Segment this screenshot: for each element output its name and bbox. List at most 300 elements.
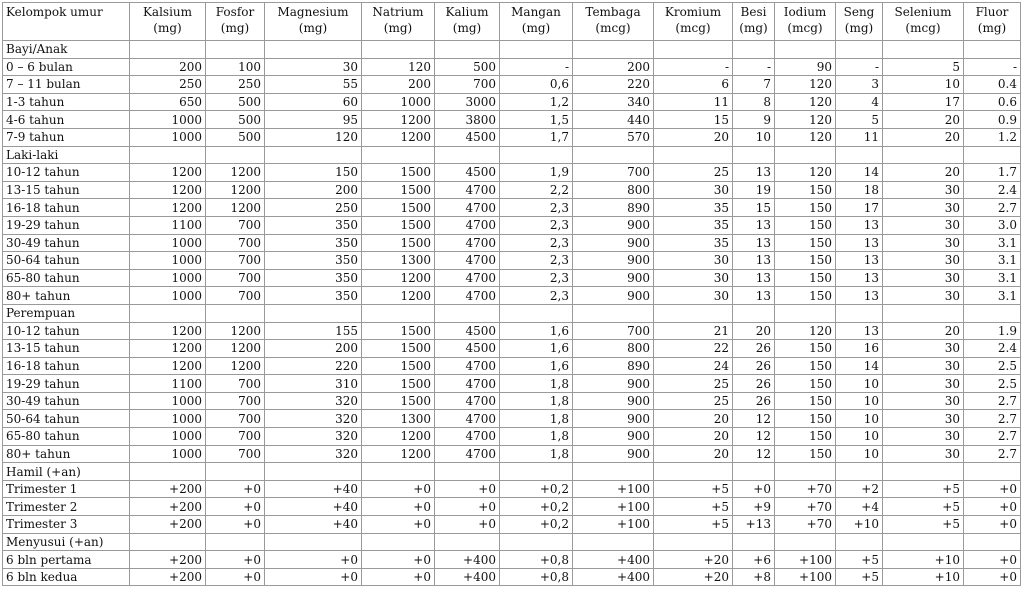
empty-cell [775, 304, 836, 322]
value-cell: 120 [775, 128, 836, 146]
empty-cell [883, 304, 964, 322]
value-cell: 350 [265, 287, 362, 305]
value-cell: 1000 [130, 428, 206, 446]
value-cell: 1200 [206, 181, 265, 199]
table-row [3, 287, 1021, 305]
empty-cell [362, 304, 435, 322]
value-cell: 150 [775, 375, 836, 393]
value-cell: 0.6 [964, 93, 1021, 111]
value-cell: 900 [573, 428, 654, 446]
value-cell: 1500 [362, 216, 435, 234]
empty-cell [654, 304, 733, 322]
value-cell: 150 [775, 340, 836, 358]
age-group-cell: 13-15 tahun [3, 340, 130, 358]
table-row [3, 58, 1021, 76]
column-header-unit: (mg) [153, 21, 182, 35]
value-cell: 30 [654, 181, 733, 199]
value-cell: 13 [836, 322, 883, 340]
empty-cell [206, 41, 265, 59]
column-header-name: Fluor [975, 5, 1009, 19]
value-cell: 200 [265, 340, 362, 358]
column-header-unit: (mcg) [675, 21, 711, 35]
value-cell: +10 [883, 551, 964, 569]
value-cell: 20 [654, 410, 733, 428]
value-cell: 150 [775, 234, 836, 252]
empty-cell [654, 463, 733, 481]
column-header [964, 3, 1021, 41]
value-cell: +100 [775, 551, 836, 569]
empty-cell [654, 146, 733, 164]
value-cell: 1500 [362, 340, 435, 358]
empty-cell [362, 41, 435, 59]
value-cell: 700 [206, 392, 265, 410]
age-group-cell: 19-29 tahun [3, 216, 130, 234]
value-cell: 150 [775, 392, 836, 410]
value-cell: 13 [836, 287, 883, 305]
value-cell: 30 [883, 410, 964, 428]
value-cell: 30 [883, 287, 964, 305]
value-cell: 22 [654, 340, 733, 358]
empty-cell [964, 41, 1021, 59]
column-header-unit: (mcg) [905, 21, 941, 35]
value-cell: 20 [654, 445, 733, 463]
value-cell: 2,3 [500, 252, 573, 270]
value-cell: 1.2 [964, 128, 1021, 146]
value-cell: 4700 [435, 445, 500, 463]
age-group-cell: 50-64 tahun [3, 410, 130, 428]
table-row [3, 551, 1021, 569]
value-cell: 1200 [130, 164, 206, 182]
empty-cell [654, 533, 733, 551]
value-cell: +400 [435, 568, 500, 586]
value-cell: 1200 [362, 269, 435, 287]
age-group-cell: 16-18 tahun [3, 199, 130, 217]
value-cell: 3 [836, 76, 883, 94]
value-cell: +0 [362, 516, 435, 534]
value-cell: 1000 [130, 234, 206, 252]
value-cell: 1,8 [500, 445, 573, 463]
section-row [3, 41, 1021, 59]
value-cell: 890 [573, 199, 654, 217]
age-group-cell: 4-6 tahun [3, 111, 130, 129]
value-cell: - [964, 58, 1021, 76]
value-cell: 220 [573, 76, 654, 94]
value-cell: 9 [733, 111, 775, 129]
empty-cell [435, 304, 500, 322]
value-cell: 1200 [130, 322, 206, 340]
value-cell: 1000 [130, 287, 206, 305]
value-cell: 30 [654, 269, 733, 287]
value-cell: +200 [130, 516, 206, 534]
value-cell: 150 [775, 269, 836, 287]
column-header [573, 3, 654, 41]
value-cell: 4700 [435, 375, 500, 393]
value-cell: +100 [573, 480, 654, 498]
value-cell: 20 [883, 111, 964, 129]
empty-cell [500, 533, 573, 551]
column-header-name: Tembaga [585, 5, 641, 19]
value-cell: 0.4 [964, 76, 1021, 94]
value-cell: 30 [883, 199, 964, 217]
value-cell: 1300 [362, 410, 435, 428]
value-cell: 1,2 [500, 93, 573, 111]
value-cell: +200 [130, 551, 206, 569]
column-header-name: Kelompok umur [6, 5, 103, 19]
value-cell: 900 [573, 392, 654, 410]
column-header-name: Besi [740, 5, 767, 19]
section-row [3, 463, 1021, 481]
value-cell: 1.7 [964, 164, 1021, 182]
age-group-cell: 30-49 tahun [3, 392, 130, 410]
column-header-name: Iodium [783, 5, 827, 19]
age-group-cell: 80+ tahun [3, 445, 130, 463]
column-header-name: Mangan [511, 5, 561, 19]
value-cell: 1500 [362, 181, 435, 199]
value-cell: 150 [775, 252, 836, 270]
value-cell: 700 [206, 269, 265, 287]
value-cell: 1,8 [500, 392, 573, 410]
value-cell: 900 [573, 234, 654, 252]
value-cell: 250 [265, 199, 362, 217]
value-cell: 20 [733, 322, 775, 340]
value-cell: +5 [836, 568, 883, 586]
age-group-cell: 19-29 tahun [3, 375, 130, 393]
value-cell: 1,5 [500, 111, 573, 129]
age-group-cell: Trimester 2 [3, 498, 130, 516]
value-cell: 1,8 [500, 428, 573, 446]
value-cell: 650 [130, 93, 206, 111]
value-cell: 2,3 [500, 216, 573, 234]
value-cell: 13 [733, 287, 775, 305]
value-cell: 1500 [362, 234, 435, 252]
value-cell: +400 [573, 568, 654, 586]
value-cell: - [500, 58, 573, 76]
column-header-unit: (mg) [452, 21, 482, 35]
empty-cell [883, 463, 964, 481]
value-cell: 320 [265, 428, 362, 446]
empty-cell [775, 41, 836, 59]
value-cell: 13 [836, 216, 883, 234]
empty-cell [130, 463, 206, 481]
empty-cell [206, 146, 265, 164]
column-header [883, 3, 964, 41]
value-cell: 320 [265, 410, 362, 428]
value-cell: 12 [733, 445, 775, 463]
value-cell: 1,6 [500, 322, 573, 340]
value-cell: +0 [206, 516, 265, 534]
value-cell: 21 [654, 322, 733, 340]
value-cell: 200 [130, 58, 206, 76]
value-cell: +5 [883, 480, 964, 498]
value-cell: +0 [362, 480, 435, 498]
value-cell: +100 [573, 516, 654, 534]
empty-cell [573, 304, 654, 322]
value-cell: +0 [733, 480, 775, 498]
value-cell: 13 [836, 234, 883, 252]
value-cell: +0 [435, 498, 500, 516]
value-cell: 16 [836, 340, 883, 358]
value-cell: 2,3 [500, 199, 573, 217]
value-cell: 700 [206, 252, 265, 270]
value-cell: 120 [775, 76, 836, 94]
table-row [3, 445, 1021, 463]
value-cell: 700 [206, 428, 265, 446]
empty-cell [500, 304, 573, 322]
empty-cell [265, 463, 362, 481]
column-header-name: Selenium [894, 5, 952, 19]
column-header-name: Magnesium [277, 5, 349, 19]
value-cell: 24 [654, 357, 733, 375]
value-cell: 1200 [206, 199, 265, 217]
value-cell: 20 [654, 428, 733, 446]
age-group-cell: 65-80 tahun [3, 428, 130, 446]
value-cell: 4700 [435, 252, 500, 270]
value-cell: 1100 [130, 375, 206, 393]
empty-cell [130, 146, 206, 164]
value-cell: 30 [265, 58, 362, 76]
value-cell: 3.1 [964, 234, 1021, 252]
value-cell: 10 [836, 375, 883, 393]
empty-cell [775, 533, 836, 551]
column-header-name: Natrium [372, 5, 424, 19]
value-cell: +0,2 [500, 480, 573, 498]
value-cell: +200 [130, 498, 206, 516]
age-group-cell: 16-18 tahun [3, 357, 130, 375]
age-group-cell: 0 – 6 bulan [3, 58, 130, 76]
value-cell: 10 [733, 128, 775, 146]
value-cell: 900 [573, 252, 654, 270]
value-cell: 1,7 [500, 128, 573, 146]
table-row [3, 252, 1021, 270]
table-row [3, 76, 1021, 94]
value-cell: 60 [265, 93, 362, 111]
value-cell: +0 [206, 480, 265, 498]
value-cell: 200 [573, 58, 654, 76]
table-row [3, 340, 1021, 358]
empty-cell [654, 41, 733, 59]
table-body [3, 41, 1021, 586]
empty-cell [265, 304, 362, 322]
value-cell: 340 [573, 93, 654, 111]
value-cell: 150 [775, 357, 836, 375]
value-cell: 3.1 [964, 287, 1021, 305]
value-cell: 1000 [130, 252, 206, 270]
value-cell: 700 [206, 445, 265, 463]
empty-cell [733, 533, 775, 551]
value-cell: +5 [883, 516, 964, 534]
value-cell: 900 [573, 269, 654, 287]
value-cell: 150 [775, 410, 836, 428]
value-cell: 30 [883, 252, 964, 270]
value-cell: 1500 [362, 375, 435, 393]
value-cell: 320 [265, 445, 362, 463]
value-cell: 20 [654, 128, 733, 146]
value-cell: 500 [206, 93, 265, 111]
age-group-cell: 1-3 tahun [3, 93, 130, 111]
value-cell: 1500 [362, 164, 435, 182]
value-cell: 2.7 [964, 410, 1021, 428]
value-cell: 30 [883, 181, 964, 199]
value-cell: 220 [265, 357, 362, 375]
value-cell: 10 [836, 445, 883, 463]
empty-cell [435, 463, 500, 481]
value-cell: +0 [435, 516, 500, 534]
empty-cell [775, 146, 836, 164]
value-cell: 150 [775, 181, 836, 199]
column-header-name: Kalium [445, 5, 489, 19]
empty-cell [836, 146, 883, 164]
value-cell: 5 [836, 111, 883, 129]
value-cell: 35 [654, 199, 733, 217]
value-cell: 1100 [130, 216, 206, 234]
value-cell: 900 [573, 410, 654, 428]
value-cell: 1500 [362, 357, 435, 375]
value-cell: 1200 [206, 357, 265, 375]
value-cell: +4 [836, 498, 883, 516]
value-cell: 1200 [130, 199, 206, 217]
value-cell: 15 [654, 111, 733, 129]
section-row [3, 533, 1021, 551]
value-cell: 700 [573, 322, 654, 340]
value-cell: 13 [836, 252, 883, 270]
value-cell: 350 [265, 252, 362, 270]
empty-cell [733, 304, 775, 322]
value-cell: - [654, 58, 733, 76]
empty-cell [500, 463, 573, 481]
value-cell: +40 [265, 516, 362, 534]
value-cell: 25 [654, 375, 733, 393]
value-cell: 500 [206, 111, 265, 129]
value-cell: 3.1 [964, 252, 1021, 270]
empty-cell [573, 41, 654, 59]
value-cell: 10 [836, 428, 883, 446]
table-row [3, 410, 1021, 428]
column-header [435, 3, 500, 41]
value-cell: 2.4 [964, 181, 1021, 199]
value-cell: +40 [265, 480, 362, 498]
value-cell: 120 [362, 58, 435, 76]
value-cell: 5 [883, 58, 964, 76]
value-cell: 1000 [130, 269, 206, 287]
value-cell: 2.7 [964, 199, 1021, 217]
column-header [130, 3, 206, 41]
value-cell: 11 [836, 128, 883, 146]
table-row [3, 269, 1021, 287]
table-row [3, 357, 1021, 375]
value-cell: +200 [130, 480, 206, 498]
value-cell: +0,2 [500, 498, 573, 516]
column-header [836, 3, 883, 41]
column-header [733, 3, 775, 41]
value-cell: 13 [733, 269, 775, 287]
empty-cell [733, 463, 775, 481]
section-row [3, 304, 1021, 322]
value-cell: 800 [573, 340, 654, 358]
value-cell: 3000 [435, 93, 500, 111]
value-cell: 1300 [362, 252, 435, 270]
value-cell: 150 [775, 199, 836, 217]
value-cell: 35 [654, 216, 733, 234]
value-cell: 2,3 [500, 287, 573, 305]
value-cell: 120 [775, 322, 836, 340]
value-cell: +0 [362, 498, 435, 516]
value-cell: 1500 [362, 322, 435, 340]
value-cell: 100 [206, 58, 265, 76]
value-cell: +5 [654, 498, 733, 516]
value-cell: 1,8 [500, 410, 573, 428]
value-cell: 13 [733, 234, 775, 252]
value-cell: 10 [883, 76, 964, 94]
value-cell: 30 [654, 287, 733, 305]
value-cell: +6 [733, 551, 775, 569]
value-cell: 30 [883, 340, 964, 358]
value-cell: 800 [573, 181, 654, 199]
value-cell: 2.7 [964, 445, 1021, 463]
empty-cell [964, 304, 1021, 322]
value-cell: 150 [775, 216, 836, 234]
value-cell: +100 [573, 498, 654, 516]
column-header-unit: (mg) [739, 21, 768, 35]
value-cell: 1200 [362, 428, 435, 446]
value-cell: 900 [573, 445, 654, 463]
value-cell: +0 [964, 516, 1021, 534]
empty-cell [130, 533, 206, 551]
value-cell: 120 [265, 128, 362, 146]
value-cell: +0 [206, 568, 265, 586]
table-wrapper [2, 2, 1021, 586]
value-cell: 890 [573, 357, 654, 375]
value-cell: 30 [883, 445, 964, 463]
empty-cell [265, 533, 362, 551]
table-row [3, 498, 1021, 516]
value-cell: 25 [654, 392, 733, 410]
value-cell: 1200 [130, 357, 206, 375]
column-header-name: Seng [843, 5, 875, 19]
value-cell: 1500 [362, 392, 435, 410]
column-header-name: Kalsium [142, 5, 193, 19]
value-cell: +2 [836, 480, 883, 498]
column-header-unit: (mg) [844, 21, 874, 35]
empty-cell [836, 41, 883, 59]
value-cell: 95 [265, 111, 362, 129]
column-header [3, 3, 130, 41]
empty-cell [883, 533, 964, 551]
value-cell: 700 [435, 76, 500, 94]
value-cell: 30 [883, 234, 964, 252]
value-cell: +0,8 [500, 551, 573, 569]
age-group-cell: 7-9 tahun [3, 128, 130, 146]
empty-cell [265, 146, 362, 164]
section-title: Perempuan [3, 304, 130, 322]
age-group-cell: 65-80 tahun [3, 269, 130, 287]
value-cell: +0 [964, 568, 1021, 586]
value-cell: 10 [836, 392, 883, 410]
value-cell: 17 [883, 93, 964, 111]
empty-cell [265, 41, 362, 59]
value-cell: 700 [206, 410, 265, 428]
column-header [206, 3, 265, 41]
value-cell: 500 [435, 58, 500, 76]
value-cell: 2,3 [500, 269, 573, 287]
value-cell: 2.5 [964, 357, 1021, 375]
value-cell: 120 [775, 111, 836, 129]
empty-cell [836, 304, 883, 322]
value-cell: +200 [130, 568, 206, 586]
value-cell: 4700 [435, 216, 500, 234]
age-group-cell: Trimester 3 [3, 516, 130, 534]
value-cell: 4700 [435, 181, 500, 199]
value-cell: +0 [362, 568, 435, 586]
